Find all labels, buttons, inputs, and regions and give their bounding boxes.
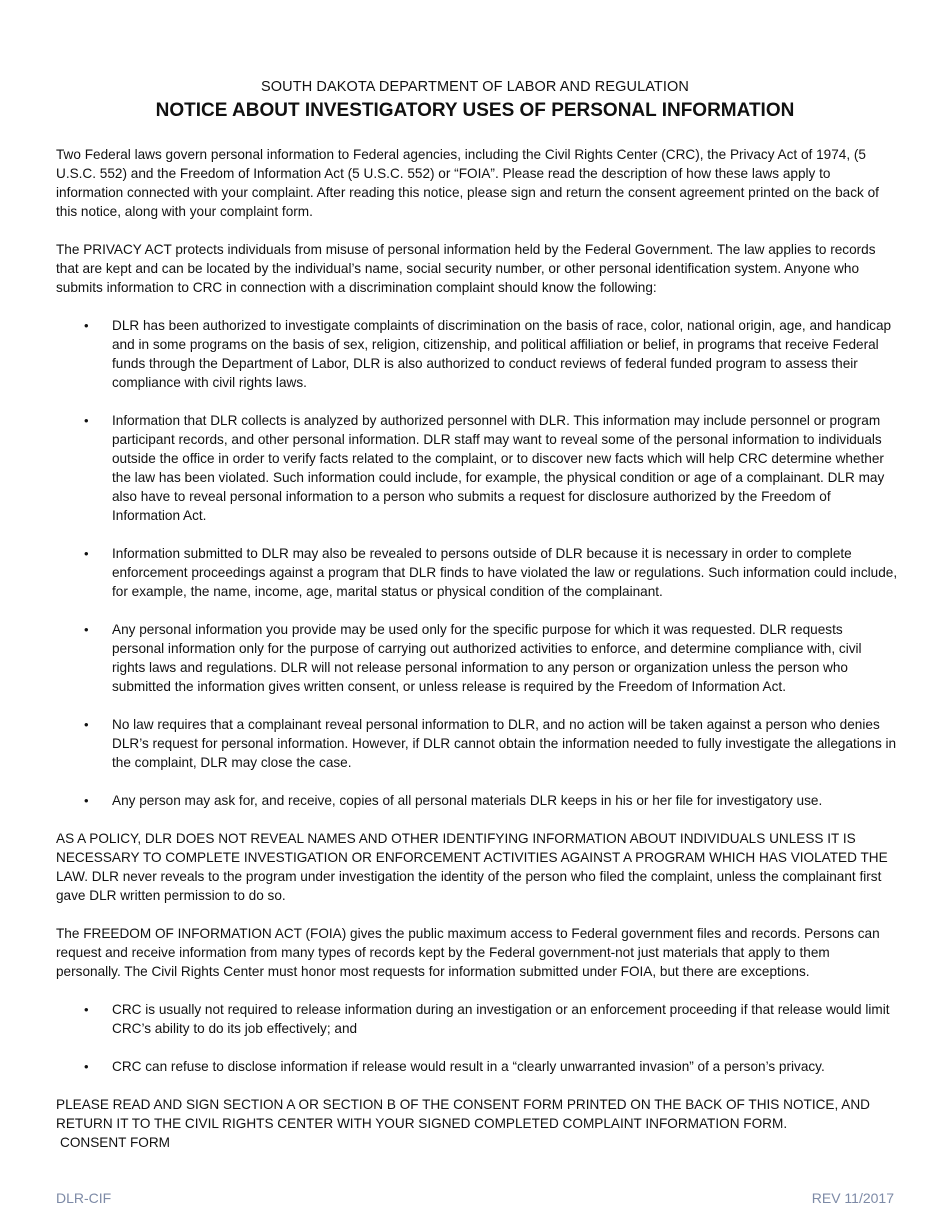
list-item <box>56 1000 898 1038</box>
list-item <box>56 620 898 696</box>
bullet-icon: • <box>84 622 89 637</box>
bullet-icon: • <box>84 1002 89 1017</box>
list-item-text: Information that DLR collects is analyzed by authorized personnel with DLR. This information may include personnel or program participant records, and other personal information. DLR staff may want to reveal some of the personal information to individuals outside the office in order to verify facts related to the complaint, or to discover new facts which will help CRC determine whether the law has been violated. Such information could include, for example, the physical condition or age of a complainant. DLR may also have to reveal personal information to a person who submits a request for disclosure authorized by the Freedom of Information Act. <box>112 413 885 523</box>
consent-form-label: CONSENT FORM <box>60 1135 171 1150</box>
list-item-text: CRC is usually not required to release information during an investigation or an enforcement proceeding if that release would limit CRC’s ability to do its job effectively; and <box>112 1002 890 1036</box>
closing-instructions: PLEASE READ AND SIGN SECTION A OR SECTION B OF THE CONSENT FORM PRINTED ON THE BACK OF THIS NOTICE, AND RETURN IT TO THE CIVIL RIGHTS CENTER WITH YOUR SIGNED COMPLETED COMPLAINT INFORMATION FORM. <box>56 1097 870 1131</box>
list-item-text: CRC can refuse to disclose information if release would result in a “clearly unwarranted invasion” of a person’s privacy. <box>112 1059 825 1074</box>
list-item <box>56 411 898 525</box>
bullet-icon: • <box>84 717 89 732</box>
bullet-icon: • <box>84 793 89 808</box>
intro-paragraph: Two Federal laws govern personal information to Federal agencies, including the Civil Rights Center (CRC), the Privacy Act of 1974, (5 U.S.C. 552) and the Freedom of Information Act (5 U.S.C. 552) or “FOIA”. Please read the description of how these laws apply to information connected with your complaint. After reading this notice, please sign and return the consent agreement printed on the back of this notice, along with your complaint form. <box>56 147 879 219</box>
list-item-text: No law requires that a complainant reveal personal information to DLR, and no action will be taken against a person who denies DLR’s request for personal information. However, if DLR cannot obtain the information needed to fully investigate the allegations in the complaint, DLR may close the case. <box>112 717 897 770</box>
privacy-bullet-list <box>56 316 898 810</box>
policy-paragraph: AS A POLICY, DLR DOES NOT REVEAL NAMES AND OTHER IDENTIFYING INFORMATION ABOUT INDIVIDUALS UNLESS IT IS NECESSARY TO COMPLETE INVESTIGATION OR ENFORCEMENT ACTIVITIES AGAINST A PROGRAM WHICH HAS VIOLATED THE LAW. DLR never reveals to the program under investigation the identity of the person who filed the complaint, unless the complainant first gave DLR written permission to do so. <box>56 831 888 903</box>
list-item-text: DLR has been authorized to investigate complaints of discrimination on the basis of race, color, national origin, age, and handicap and in some programs on the basis of sex, religion, citizenship, and political affiliation or belief, in programs that receive Federal funds through the Department of Labor, DLR is also authorized to conduct reviews of federal funded program to assess their compliance with civil rights laws. <box>112 318 892 390</box>
document-body <box>56 145 898 1152</box>
list-item <box>56 316 898 392</box>
list-item <box>56 544 898 601</box>
foia-bullet-list <box>56 1000 898 1076</box>
bullet-icon: • <box>84 413 89 428</box>
list-item <box>56 1057 898 1076</box>
department-heading: SOUTH DAKOTA DEPARTMENT OF LABOR AND REGULATION <box>261 79 689 95</box>
list-item-text: Any person may ask for, and receive, copies of all personal materials DLR keeps in his or her file for investigatory use. <box>112 793 823 808</box>
list-item-text: Information submitted to DLR may also be revealed to persons outside of DLR because it is necessary in order to complete enforcement proceedings against a program that DLR finds to have violated the law or regulations. Such information could include, for example, the name, income, age, marital status or physical condition of the complainant. <box>112 546 898 599</box>
form-id: DLR-CIF <box>56 1190 112 1206</box>
list-item-text: Any personal information you provide may be used only for the specific purpose for which it was requested. DLR requests personal information only for the purpose of carrying out authorized activities to enforce, and determine compliance with, civil rights laws and regulations. DLR will not release personal information to any person or organization unless the person who submitted the information gives written consent, or unless release is required by the Freedom of Information Act. <box>112 622 862 694</box>
bullet-icon: • <box>84 1059 89 1074</box>
list-item <box>56 791 898 810</box>
revision-label: REV 11/2017 <box>811 1190 894 1206</box>
bullet-icon: • <box>84 546 89 561</box>
page-title: NOTICE ABOUT INVESTIGATORY USES OF PERSONAL INFORMATION <box>155 100 795 121</box>
bullet-icon: • <box>84 318 89 333</box>
list-item <box>56 715 898 772</box>
privacy-act-paragraph: The PRIVACY ACT protects individuals from misuse of personal information held by the Federal Government. The law applies to records that are kept and can be located by the individual’s name, social security number, or other personal identification system. Anyone who submits information to CRC in connection with a discrimination complaint should know the following: <box>56 242 876 295</box>
foia-paragraph: The FREEDOM OF INFORMATION ACT (FOIA) gives the public maximum access to Federal government files and records. Persons can request and receive information from many types of records kept by the Federal government-not just materials that apply to them personally. The Civil Rights Center must honor most requests for information submitted under FOIA, but there are exceptions. <box>56 926 880 979</box>
